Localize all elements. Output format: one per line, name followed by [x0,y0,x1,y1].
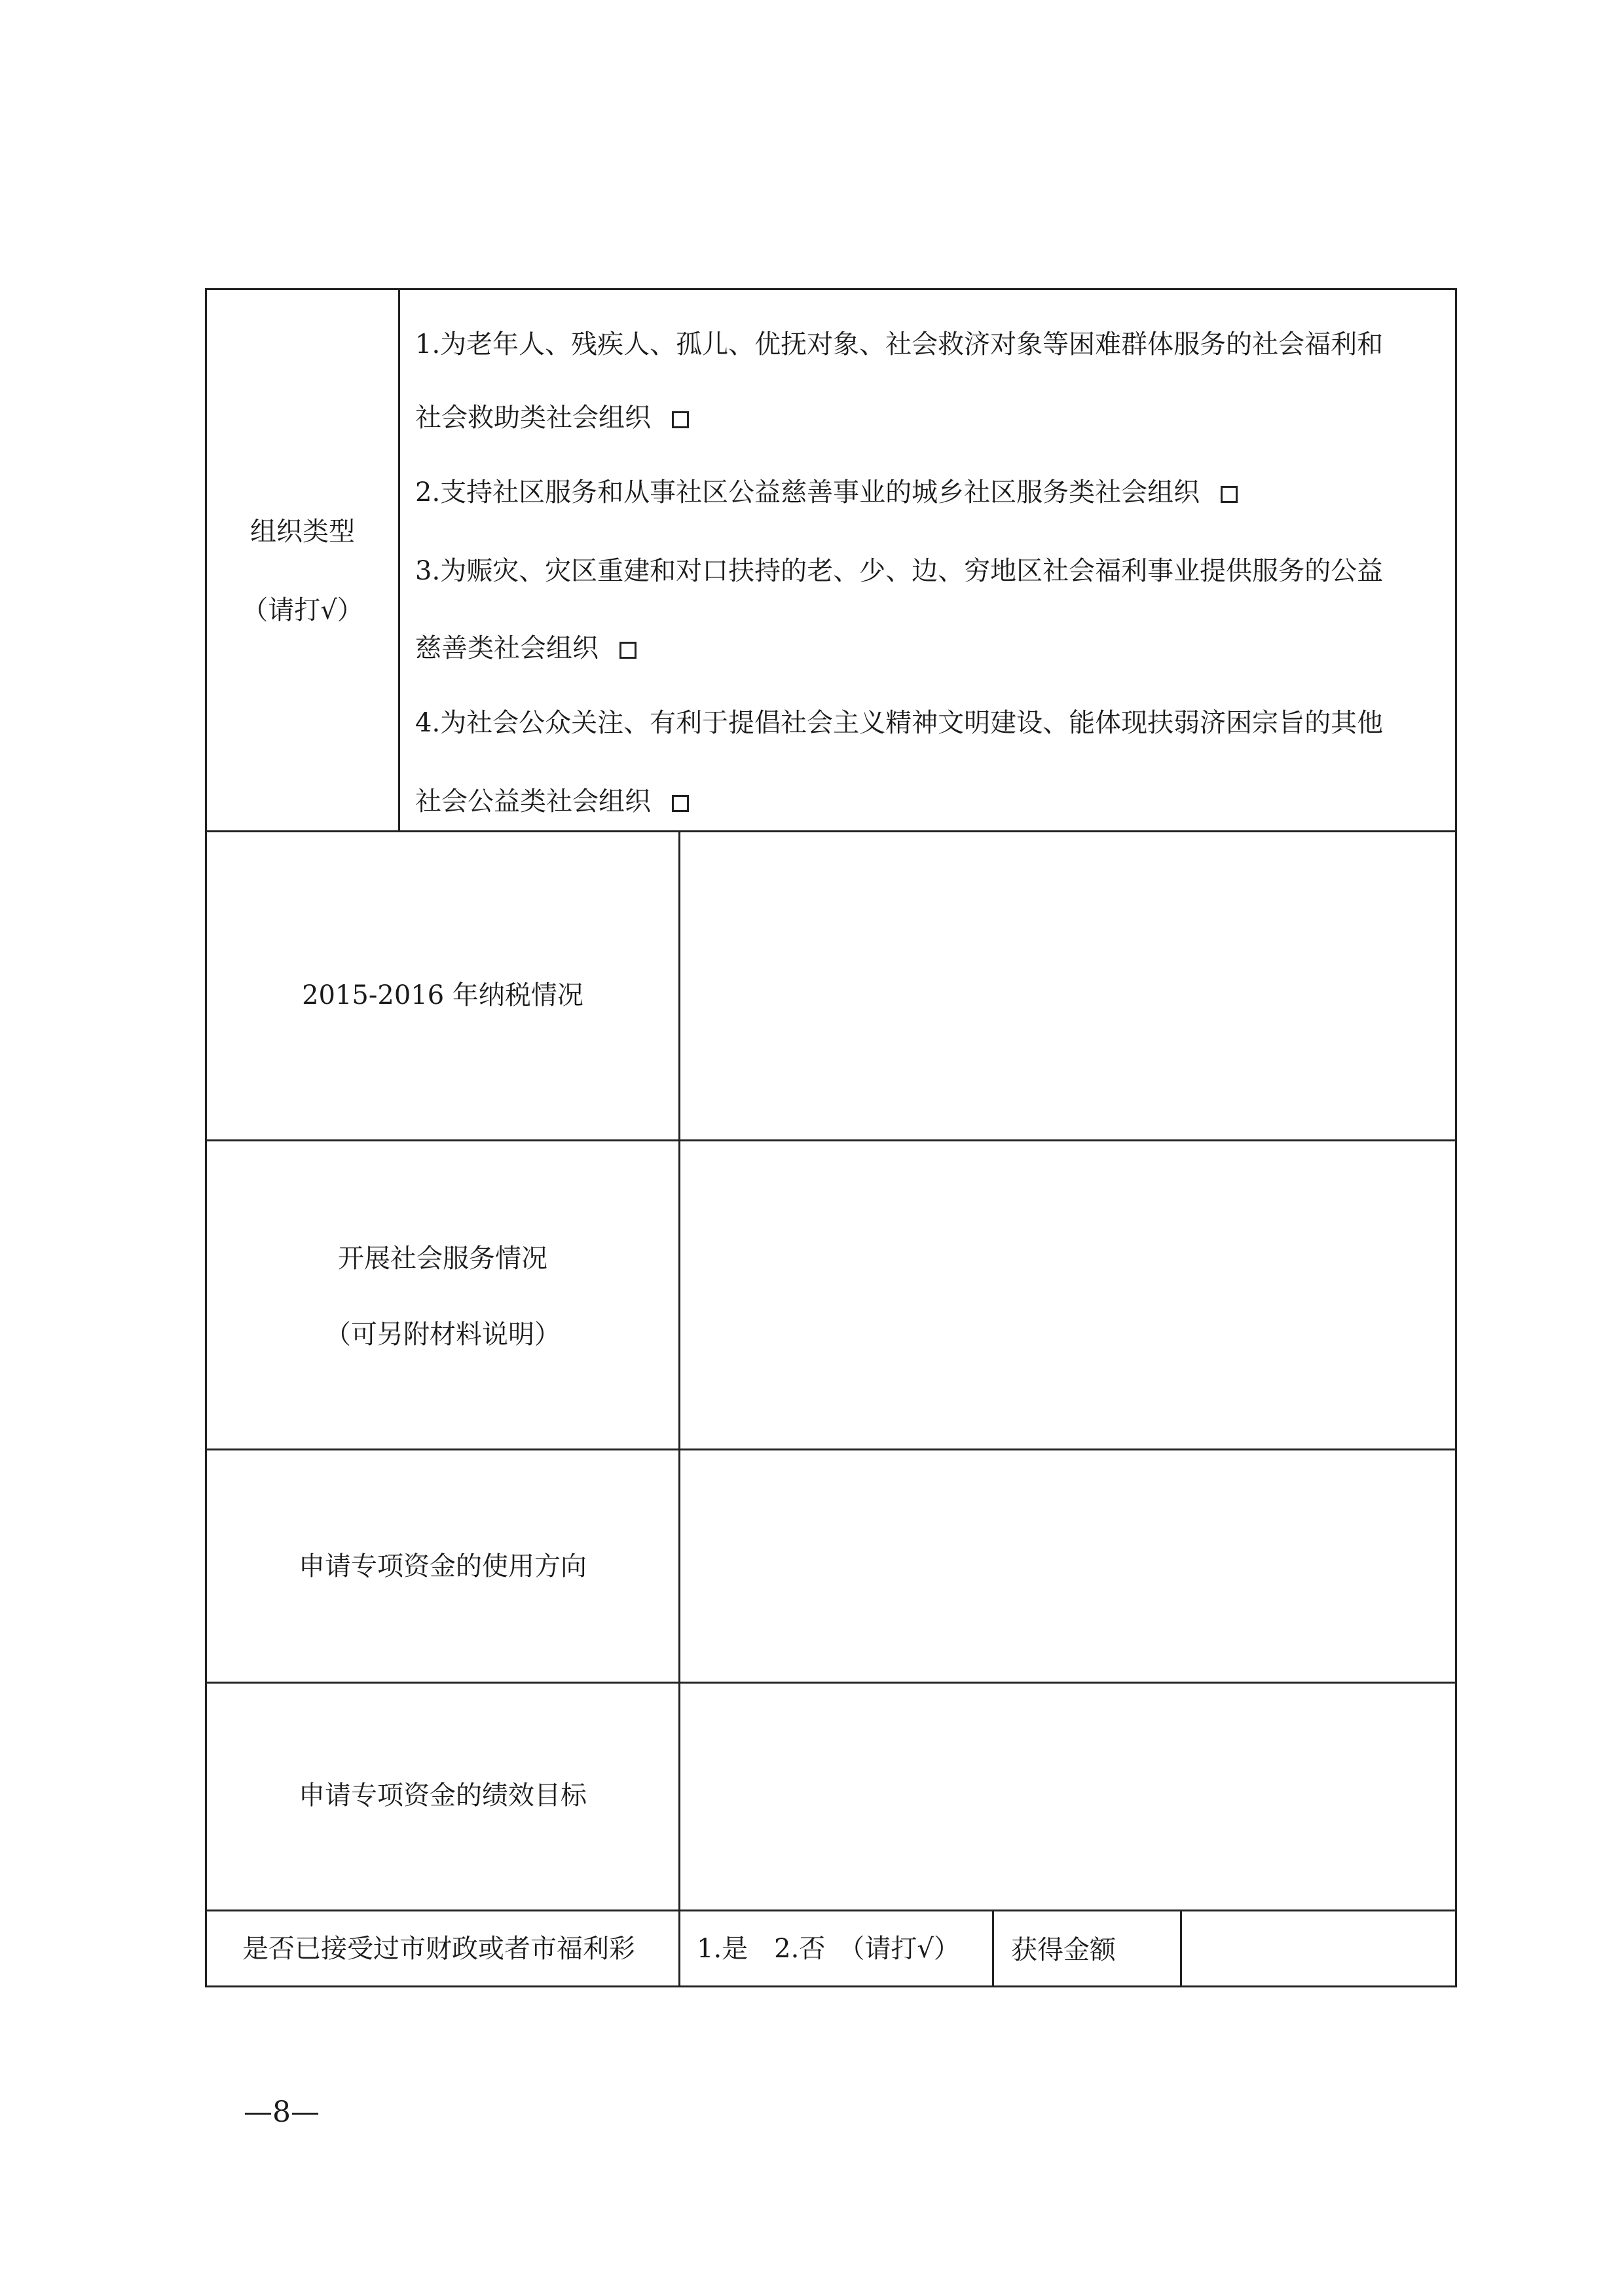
fund-goal-input-area[interactable] [680,1684,1455,1910]
services-label: 开展社会服务情况 [338,1244,547,1274]
org-type-option-4-text: 社会公益类社会组织 [415,786,651,817]
prior-funding-choices[interactable]: 1.是 2.否 （请打√） [697,1934,960,1964]
org-type-option-1-checkbox[interactable] [672,411,689,428]
org-type-option-1-line-2 [415,402,689,434]
org-type-option-1-text: 社会救助类社会组织 [415,403,651,433]
table-border-right [1455,288,1457,1987]
table-border-top [205,288,1457,290]
services-hint: （可另附材料说明） [325,1319,561,1350]
org-type-option-3-checkbox[interactable] [619,642,637,659]
fund-goal-label: 申请专项资金的绩效目标 [299,1781,587,1811]
table-rule [992,1910,994,1987]
org-type-option-1-line-1: 1.为老年人、残疾人、孤儿、优抚对象、社会救济对象等困难群体服务的社会福利和 [415,329,1384,360]
services-input-area[interactable] [680,1141,1455,1448]
org-type-option-2-line-1 [415,477,1238,508]
org-type-option-4-line-1: 4.为社会公众关注、有利于提倡社会主义精神文明建设、能体现扶弱济困宗旨的其他 [415,708,1384,738]
page-number: —8— [244,2095,320,2129]
org-type-label: 组织类型 [250,517,355,547]
org-type-hint: （请打√） [242,595,363,625]
org-type-option-2-text: 2.支持社区服务和从事社区公益慈善事业的城乡社区服务类社会组织 [415,477,1200,507]
table-rule [398,288,400,832]
org-type-option-3-text: 慈善类社会组织 [415,633,599,663]
org-type-option-4-line-2 [415,786,689,817]
table-border-bottom [205,1985,1457,1987]
tax-label: 2015-2016 年纳税情况 [302,980,583,1010]
prior-funding-label: 是否已接受过市财政或者市福利彩 [242,1934,635,1964]
fund-use-input-area[interactable] [680,1450,1455,1682]
fund-use-label: 申请专项资金的使用方向 [299,1551,587,1581]
org-type-option-2-checkbox[interactable] [1221,486,1238,503]
org-type-option-3-line-1: 3.为赈灾、灾区重建和对口扶持的老、少、边、穷地区社会福利事业提供服务的公益 [415,556,1384,586]
org-type-option-3-line-2 [415,633,637,664]
tax-input-area[interactable] [680,832,1455,1139]
prior-funding-amount-label: 获得金额 [1011,1935,1116,1965]
prior-funding-amount-input[interactable] [1182,1911,1455,1985]
org-type-option-4-checkbox[interactable] [672,795,689,812]
